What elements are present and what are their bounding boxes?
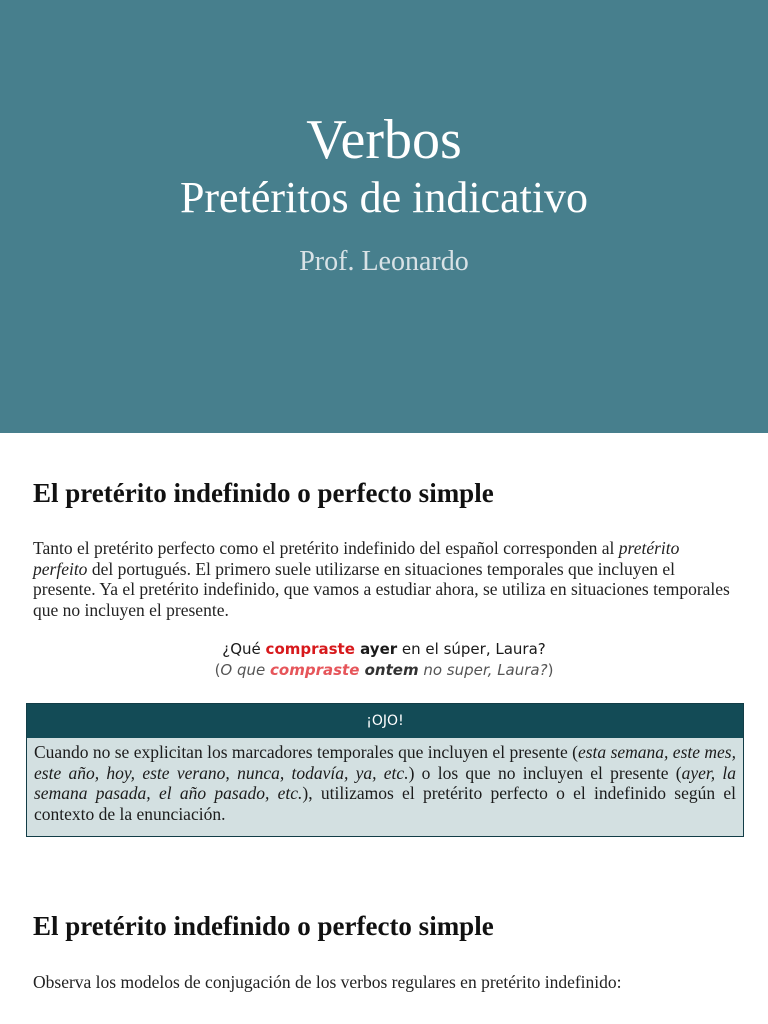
cover-title: Verbos <box>306 109 462 171</box>
cover-banner <box>0 0 768 433</box>
section1-heading: El pretérito indefinido o perfecto simple <box>33 478 494 508</box>
ojo-text-1: Cuando no se explicitan los marcadores temporales que incluyen el presente ( <box>34 742 578 762</box>
example-t-open: ( <box>214 661 221 679</box>
example-t-end: no super, Laura? <box>418 661 548 679</box>
ojo-text-3: ), utilizamos el pretérito perfecto o el indefinido según el contexto de la enunciación. <box>34 783 736 824</box>
intro-text-italic: pretérito perfeito <box>33 538 680 579</box>
section1-intro-paragraph <box>33 538 736 620</box>
section2-text: Observa los modelos de conjugación de los verbos regulares en pretérito indefinido: <box>33 972 622 992</box>
example-q-verb: compraste <box>265 640 355 658</box>
intro-text-1: Tanto el pretérito perfecto como el pretérito indefinido del español corresponden al <box>33 538 615 558</box>
example-q-start: ¿Qué <box>222 640 266 658</box>
ojo-label: ¡OJO! <box>27 704 743 738</box>
ojo-body <box>27 738 743 836</box>
example-t-close: ) <box>547 661 554 679</box>
example-t-marker: ontem <box>359 661 419 679</box>
cover-subtitle: Pretéritos de indicativo <box>179 173 589 222</box>
ojo-italic-2: ayer, la semana pasada, el año pasado, etc. <box>34 762 736 803</box>
section2-heading: El pretérito indefinido o perfecto simple <box>33 911 494 941</box>
example-q-marker: ayer <box>354 640 398 658</box>
example-translation <box>0 661 768 679</box>
example-t-verb: compraste <box>270 661 360 679</box>
example-q-end: en el súper, Laura? <box>397 640 546 658</box>
ojo-text-2: ) o los que no incluyen el presente ( <box>408 762 682 783</box>
cover-author: Prof. Leonardo <box>299 246 469 277</box>
intro-text-3: del portugués. El primero suele utilizarse en situaciones temporales que incluyen el presente. Ya el pretérito indefinido, que vamos a estudiar ahora, se utiliza en situaciones temporales que no incluyen el presente. <box>33 558 730 620</box>
example-t-start: O que <box>220 661 271 679</box>
example-question <box>0 640 768 658</box>
ojo-callout <box>26 703 744 837</box>
ojo-italic-1: esta semana, este mes, este año, hoy, este verano, nunca, todavía, ya, etc. <box>34 742 736 783</box>
